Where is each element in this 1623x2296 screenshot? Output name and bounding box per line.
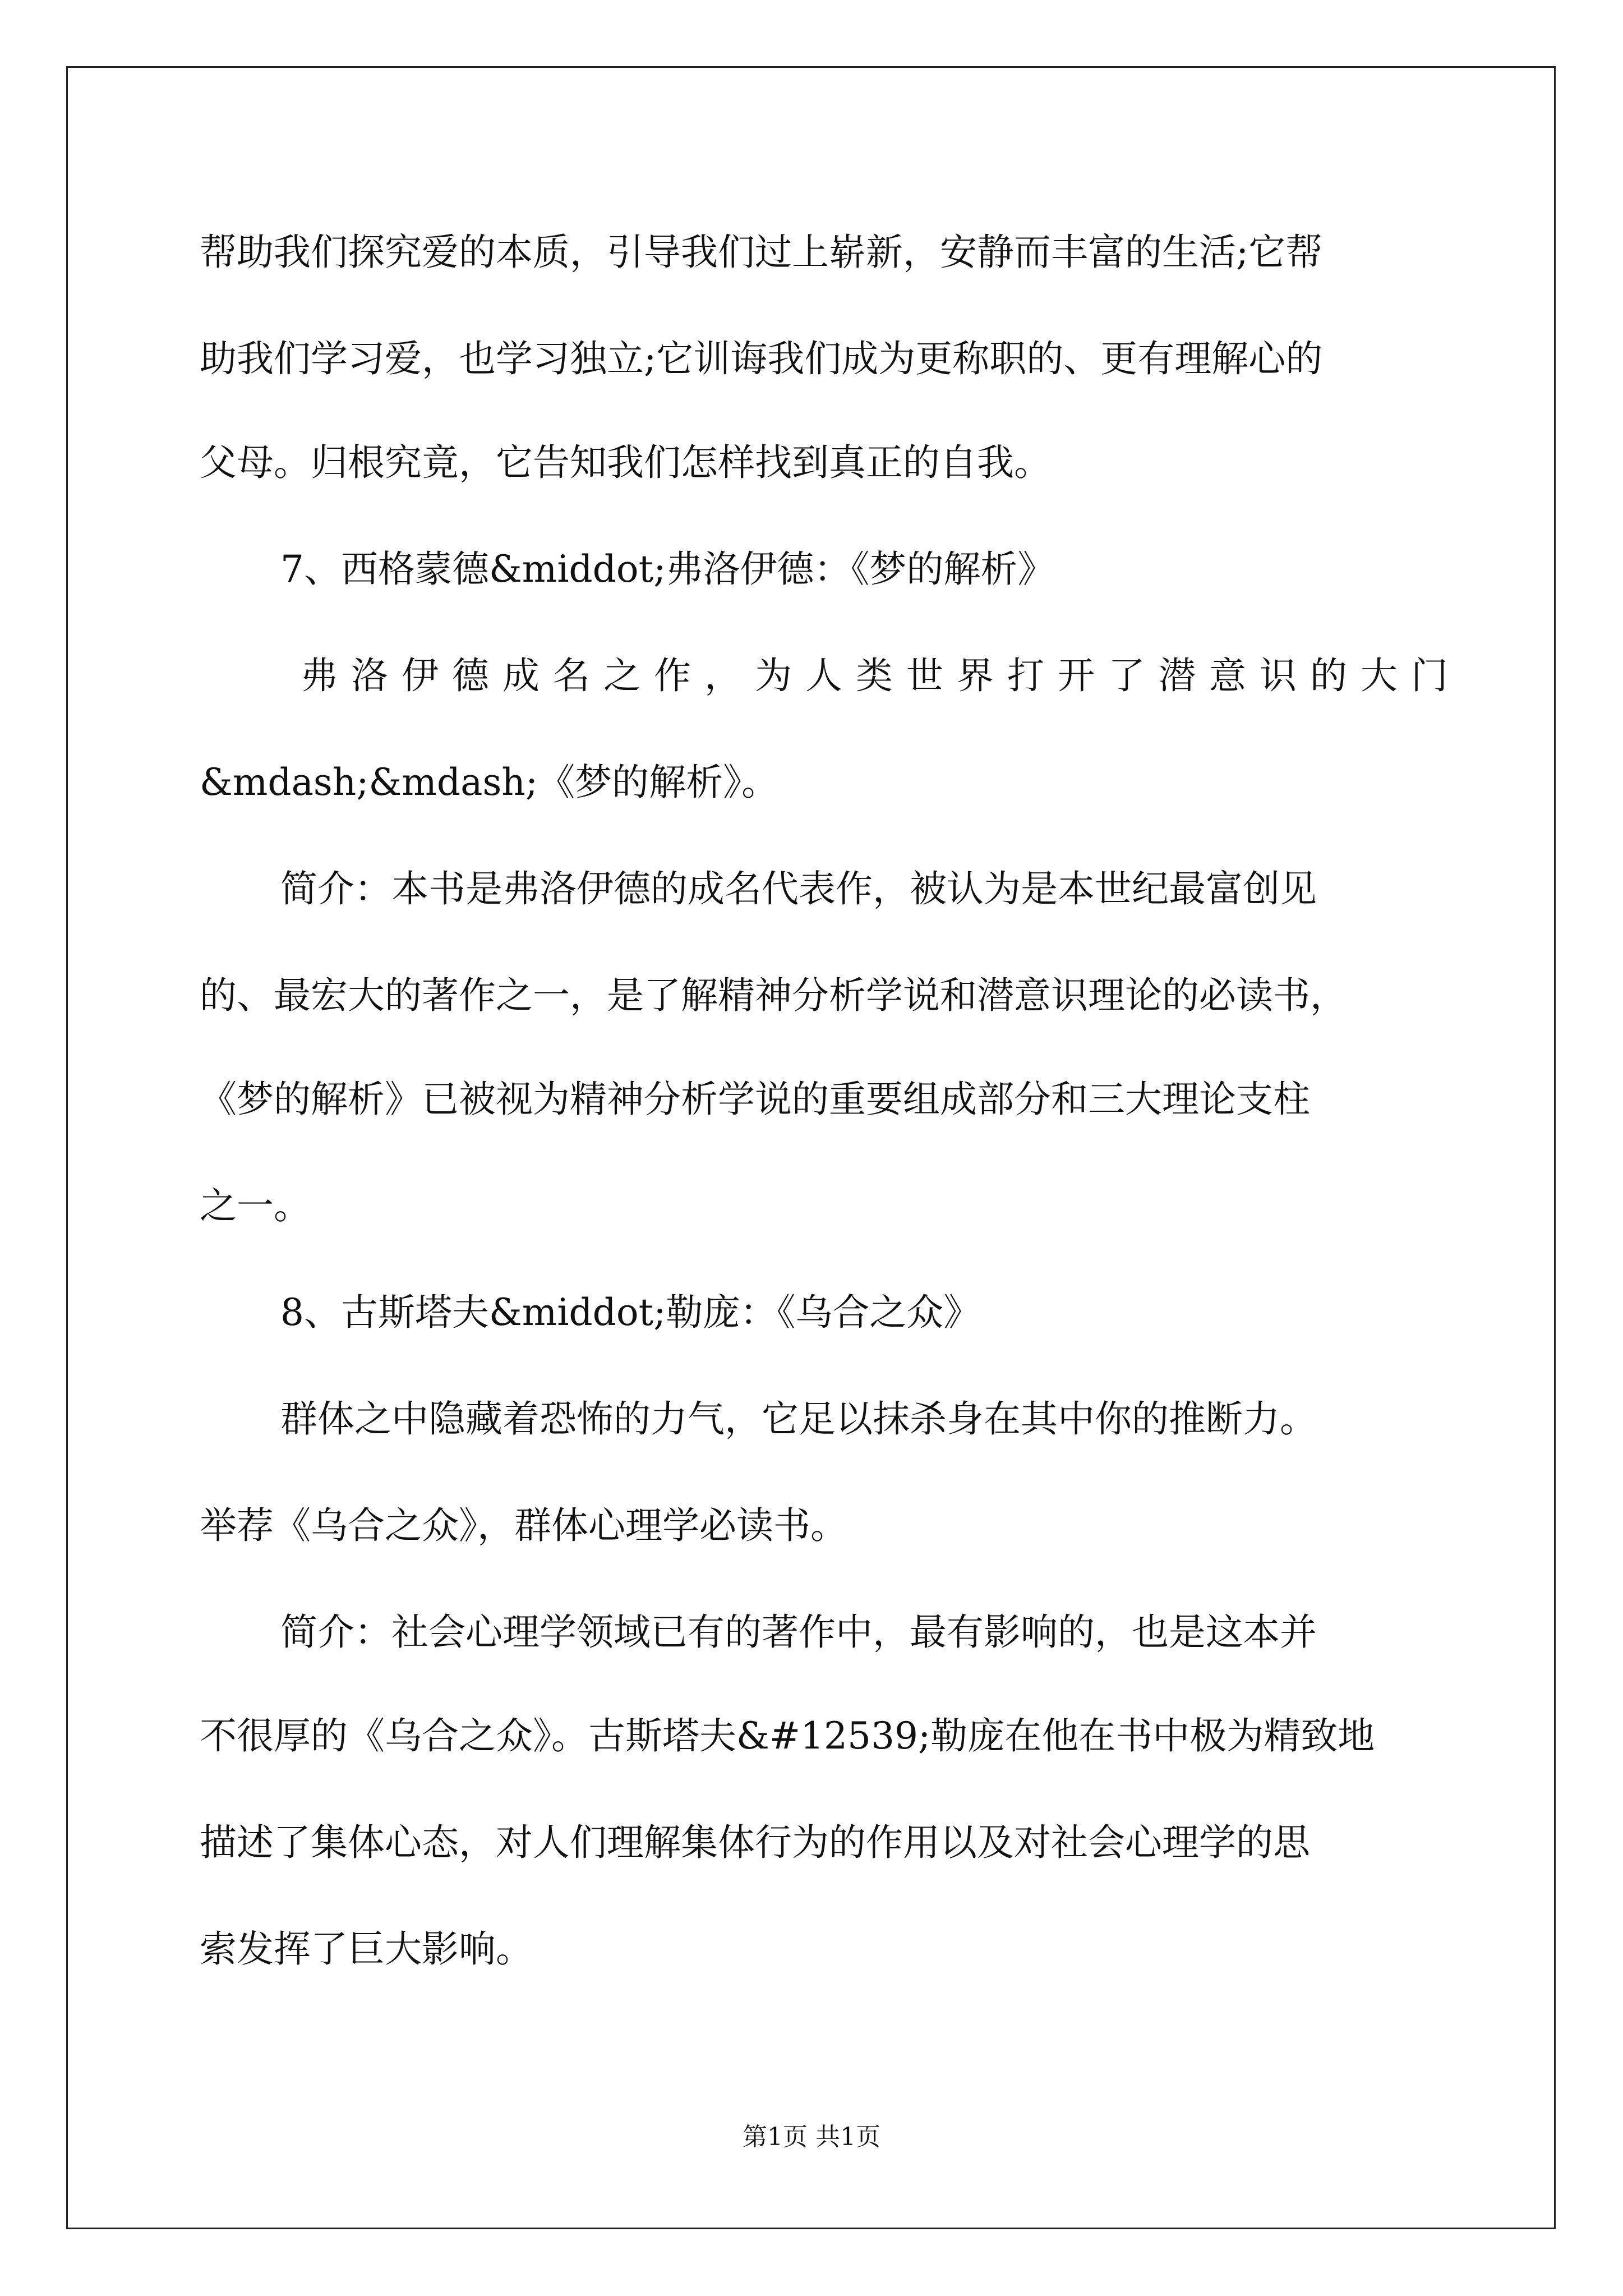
text-line: 助我们学习爱，也学习独立;它训诲我们成为更称职的、更有理解心的 <box>200 337 1323 380</box>
text-line: 不很厚的《乌合之众》。古斯塔夫&#12539;勒庞在他在书中极为精致地 <box>200 1714 1375 1757</box>
text-line: 简介：本书是弗洛伊德的成名代表作，被认为是本世纪最富创见 <box>280 867 1317 910</box>
section-heading: 7、西格蒙德&middot;弗洛伊德：《梦的解析》 <box>280 547 1055 591</box>
text-line: 《梦的解析》已被视为精神分析学说的重要组成部分和三大理论支柱 <box>200 1078 1310 1121</box>
text-line: 之一。 <box>200 1184 311 1227</box>
section-heading: 8、古斯塔夫&middot;勒庞：《乌合之众》 <box>280 1291 981 1334</box>
text-line: 简介：社会心理学领域已有的著作中，最有影响的，也是这本并 <box>280 1611 1317 1654</box>
text-line: 弗洛伊德成名之作，为人类世界打开了潜意识的大门 <box>301 654 1461 697</box>
page-footer: 第1页 共1页 <box>743 2123 880 2151</box>
text-line: 描述了集体心态，对人们理解集体行为的作用以及对社会心理学的思 <box>200 1821 1310 1864</box>
text-line: &mdash;&mdash;《梦的解析》。 <box>200 761 779 804</box>
text-line: 的、最宏大的著作之一，是了解精神分析学说和潜意识理论的必读书， <box>200 974 1347 1017</box>
text-line: 举荐《乌合之众》，群体心理学必读书。 <box>200 1504 847 1547</box>
text-line: 群体之中隐藏着恐怖的力气，它足以抹杀身在其中你的推断力。 <box>280 1397 1317 1441</box>
text-line: 索发挥了巨大影响。 <box>200 1927 533 1971</box>
text-line: 帮助我们探究爱的本质，引导我们过上崭新，安静而丰富的生活;它帮 <box>200 231 1323 274</box>
page-border <box>66 66 1556 2229</box>
text-line: 父母。归根究竟，它告知我们怎样找到真正的自我。 <box>200 441 1051 484</box>
